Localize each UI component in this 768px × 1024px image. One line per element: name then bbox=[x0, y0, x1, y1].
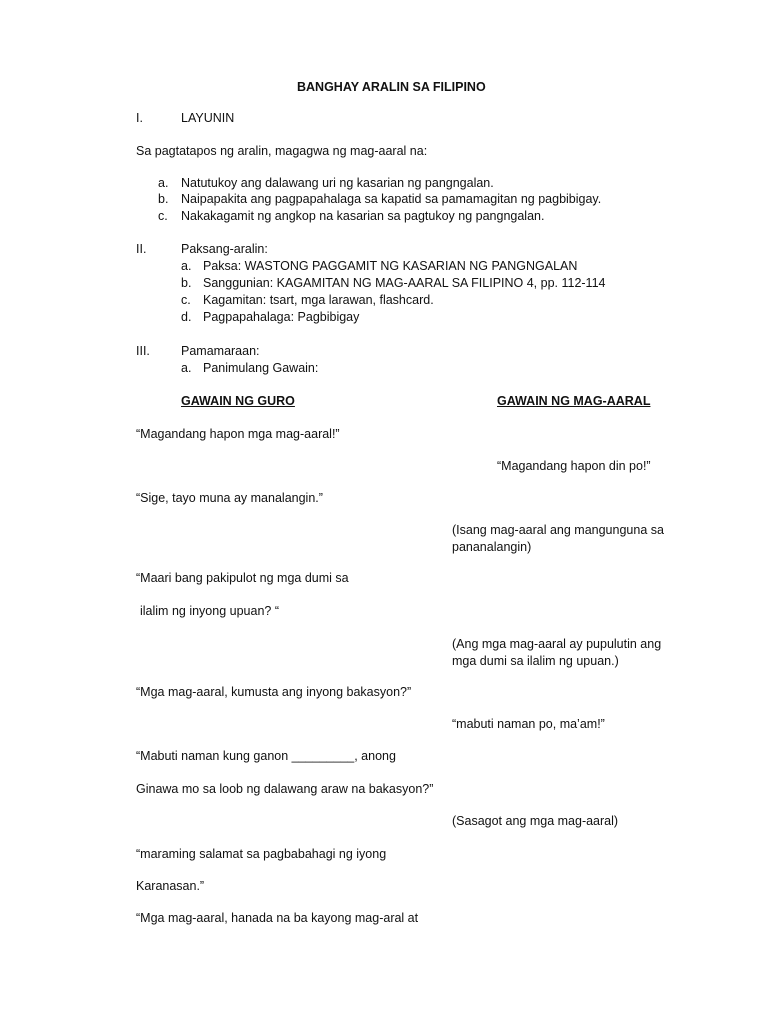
objective-letter: c. bbox=[158, 209, 168, 223]
teacher-line: Ginawa mo sa loob ng dalawang araw na bakasyon?” bbox=[136, 782, 434, 796]
subject-letter: d. bbox=[181, 310, 192, 324]
student-line: (Isang mag-aaral ang mangunguna sa bbox=[452, 523, 664, 537]
teacher-line: Karanasan.” bbox=[136, 879, 205, 893]
subject-text: Paksa: WASTONG PAGGAMIT NG KASARIAN NG PANGNGALAN bbox=[203, 259, 578, 273]
teacher-line: ilalim ng inyong upuan? “ bbox=[140, 604, 279, 618]
teacher-column-header: GAWAIN NG GURO bbox=[181, 394, 295, 408]
subject-letter: a. bbox=[181, 259, 192, 273]
section-2-number: II. bbox=[136, 242, 147, 256]
teacher-line: “Mga mag-aaral, hanada na ba kayong mag-aral at bbox=[136, 911, 419, 925]
subject-letter: b. bbox=[181, 276, 192, 290]
teacher-line: “Mabuti naman kung ganon _________, anong bbox=[136, 749, 396, 763]
student-line: pananalangin) bbox=[452, 540, 532, 554]
teacher-line: “Maari bang pakipulot ng mga dumi sa bbox=[136, 571, 349, 585]
teacher-line: “maraming salamat sa pagbabahagi ng iyong bbox=[136, 847, 387, 861]
student-line: “Magandang hapon din po!” bbox=[497, 459, 651, 473]
teacher-line: “Sige, tayo muna ay manalangin.” bbox=[136, 491, 323, 505]
section-3-heading: Pamamaraan: bbox=[181, 344, 260, 358]
teacher-line: “Mga mag-aaral, kumusta ang inyong bakasyon?” bbox=[136, 685, 412, 699]
student-column-header: GAWAIN NG MAG-AARAL bbox=[497, 394, 651, 408]
subject-text: Kagamitan: tsart, mga larawan, flashcard. bbox=[203, 293, 434, 307]
section-1-heading: LAYUNIN bbox=[181, 111, 235, 125]
subject-text: Pagpapahalaga: Pagbibigay bbox=[203, 310, 360, 324]
document-title: BANGHAY ARALIN SA FILIPINO bbox=[297, 80, 486, 94]
objective-letter: b. bbox=[158, 192, 169, 206]
objective-text: Nakakagamit ng angkop na kasarian sa pagtukoy ng pangngalan. bbox=[181, 209, 545, 223]
objective-text: Natutukoy ang dalawang uri ng kasarian ng pangngalan. bbox=[181, 176, 494, 190]
teacher-line: “Magandang hapon mga mag-aaral!” bbox=[136, 427, 340, 441]
procedure-letter: a. bbox=[181, 361, 192, 375]
section-1-intro: Sa pagtatapos ng aralin, magagwa ng mag-aaral na: bbox=[136, 144, 428, 158]
student-line: (Sasagot ang mga mag-aaral) bbox=[452, 814, 619, 828]
section-1-number: I. bbox=[136, 111, 143, 125]
objective-letter: a. bbox=[158, 176, 169, 190]
student-line: “mabuti naman po, ma’am!” bbox=[452, 717, 605, 731]
section-3-number: III. bbox=[136, 344, 150, 358]
student-line: mga dumi sa ilalim ng upuan.) bbox=[452, 654, 619, 668]
procedure-text: Panimulang Gawain: bbox=[203, 361, 319, 375]
subject-letter: c. bbox=[181, 293, 191, 307]
student-line: (Ang mga mag-aaral ay pupulutin ang bbox=[452, 637, 662, 651]
section-2-heading: Paksang-aralin: bbox=[181, 242, 268, 256]
subject-text: Sanggunian: KAGAMITAN NG MAG-AARAL SA FILIPINO 4, pp. 112-114 bbox=[203, 276, 606, 290]
objective-text: Naipapakita ang pagpapahalaga sa kapatid sa pamamagitan ng pagbibigay. bbox=[181, 192, 602, 206]
